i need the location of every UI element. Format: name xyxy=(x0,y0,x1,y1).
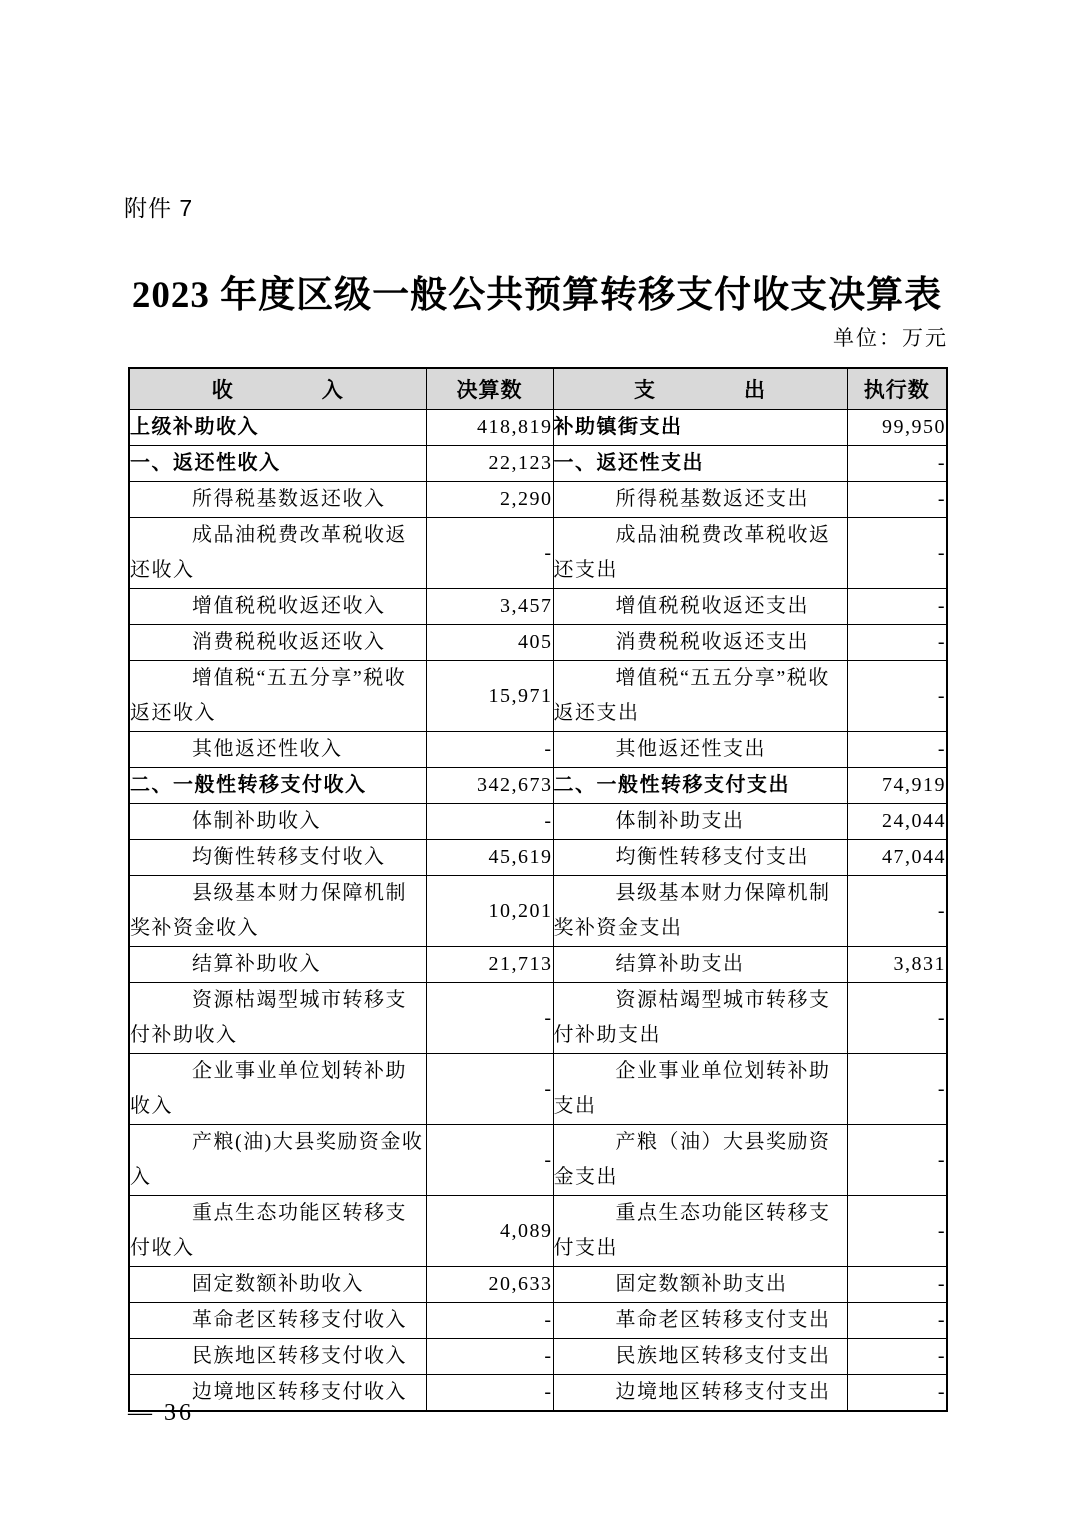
income-final-amount: 4,089 xyxy=(426,1196,553,1267)
column-header-final-amount: 决算数 xyxy=(426,368,553,410)
table-row xyxy=(129,732,947,768)
table-row xyxy=(129,446,947,482)
income-final-amount: 2,290 xyxy=(426,482,553,518)
expense-item-label: 企业事业单位划转补助支出 xyxy=(553,1054,847,1125)
attachment-label: 附件 7 xyxy=(124,195,194,221)
income-final-amount: - xyxy=(426,732,553,768)
income-final-amount: - xyxy=(426,1054,553,1125)
expense-item-label: 所得税基数返还支出 xyxy=(553,482,847,518)
table-row xyxy=(129,625,947,661)
income-item-label: 增值税税收返还收入 xyxy=(129,589,426,625)
expense-item-label: 民族地区转移支付支出 xyxy=(553,1339,847,1375)
expense-executed-amount: 24,044 xyxy=(847,804,947,840)
income-final-amount: - xyxy=(426,1375,553,1412)
income-item-label: 上级补助收入 xyxy=(129,410,426,446)
column-header-executed-amount: 执行数 xyxy=(847,368,947,410)
table-row xyxy=(129,840,947,876)
column-header-income: 收 入 xyxy=(129,368,426,410)
expense-item-label: 成品油税费改革税收返还支出 xyxy=(553,518,847,589)
expense-executed-amount: - xyxy=(847,1054,947,1125)
expense-item-label: 产粮（油）大县奖励资金支出 xyxy=(553,1125,847,1196)
expense-executed-amount: - xyxy=(847,625,947,661)
income-item-label: 民族地区转移支付收入 xyxy=(129,1339,426,1375)
income-final-amount: - xyxy=(426,983,553,1054)
expense-item-label: 县级基本财力保障机制奖补资金支出 xyxy=(553,876,847,947)
column-header-expense: 支 出 xyxy=(553,368,847,410)
income-final-amount: 418,819 xyxy=(426,410,553,446)
income-item-label: 成品油税费改革税收返还收入 xyxy=(129,518,426,589)
table-row xyxy=(129,589,947,625)
table-row xyxy=(129,661,947,732)
income-item-label: 体制补助收入 xyxy=(129,804,426,840)
table-row xyxy=(129,518,947,589)
income-item-label: 资源枯竭型城市转移支付补助收入 xyxy=(129,983,426,1054)
table-row xyxy=(129,1303,947,1339)
expense-executed-amount: - xyxy=(847,983,947,1054)
table-header-row xyxy=(129,368,947,410)
expense-item-label: 均衡性转移支付支出 xyxy=(553,840,847,876)
income-item-label: 产粮(油)大县奖励资金收入 xyxy=(129,1125,426,1196)
income-final-amount: - xyxy=(426,1125,553,1196)
table-row xyxy=(129,1267,947,1303)
expense-executed-amount: - xyxy=(847,1196,947,1267)
income-item-label: 其他返还性收入 xyxy=(129,732,426,768)
table-row xyxy=(129,876,947,947)
expense-executed-amount: 47,044 xyxy=(847,840,947,876)
expense-executed-amount: 74,919 xyxy=(847,768,947,804)
expense-item-label: 革命老区转移支付支出 xyxy=(553,1303,847,1339)
income-item-label: 边境地区转移支付收入 xyxy=(129,1375,426,1412)
expense-executed-amount: - xyxy=(847,482,947,518)
table-row xyxy=(129,1196,947,1267)
table-row xyxy=(129,1339,947,1375)
expense-item-label: 重点生态功能区转移支付支出 xyxy=(553,1196,847,1267)
expense-item-label: 其他返还性支出 xyxy=(553,732,847,768)
expense-executed-amount: - xyxy=(847,876,947,947)
table-row xyxy=(129,1375,947,1412)
income-item-label: 消费税税收返还收入 xyxy=(129,625,426,661)
expense-executed-amount: 3,831 xyxy=(847,947,947,983)
expense-item-label: 增值税“五五分享”税收返还支出 xyxy=(553,661,847,732)
income-final-amount: - xyxy=(426,804,553,840)
expense-item-label: 资源枯竭型城市转移支付补助支出 xyxy=(553,983,847,1054)
expense-item-label: 固定数额补助支出 xyxy=(553,1267,847,1303)
unit-label: 单位：万元 xyxy=(833,326,948,350)
expense-item-label: 补助镇街支出 xyxy=(553,410,847,446)
income-final-amount: 405 xyxy=(426,625,553,661)
table-body xyxy=(129,410,947,1412)
table-row xyxy=(129,410,947,446)
income-item-label: 二、一般性转移支付收入 xyxy=(129,768,426,804)
table-row xyxy=(129,983,947,1054)
expense-executed-amount: - xyxy=(847,446,947,482)
income-item-label: 一、返还性收入 xyxy=(129,446,426,482)
table-row xyxy=(129,947,947,983)
expense-executed-amount: - xyxy=(847,1339,947,1375)
budget-table xyxy=(128,367,948,1412)
income-item-label: 均衡性转移支付收入 xyxy=(129,840,426,876)
expense-executed-amount: 99,950 xyxy=(847,410,947,446)
income-final-amount: 22,123 xyxy=(426,446,553,482)
income-final-amount: - xyxy=(426,1303,553,1339)
income-final-amount: - xyxy=(426,1339,553,1375)
income-final-amount: 21,713 xyxy=(426,947,553,983)
income-item-label: 所得税基数返还收入 xyxy=(129,482,426,518)
expense-executed-amount: - xyxy=(847,1375,947,1412)
table-row xyxy=(129,768,947,804)
expense-item-label: 二、一般性转移支付支出 xyxy=(553,768,847,804)
expense-item-label: 增值税税收返还支出 xyxy=(553,589,847,625)
income-item-label: 革命老区转移支付收入 xyxy=(129,1303,426,1339)
expense-executed-amount: - xyxy=(847,589,947,625)
income-final-amount: 342,673 xyxy=(426,768,553,804)
income-item-label: 重点生态功能区转移支付收入 xyxy=(129,1196,426,1267)
expense-item-label: 边境地区转移支付支出 xyxy=(553,1375,847,1412)
page-number: — 36 xyxy=(128,1400,194,1426)
income-item-label: 企业事业单位划转补助收入 xyxy=(129,1054,426,1125)
expense-executed-amount: - xyxy=(847,1303,947,1339)
income-final-amount: 3,457 xyxy=(426,589,553,625)
budget-table-container xyxy=(128,367,946,1412)
income-item-label: 增值税“五五分享”税收返还收入 xyxy=(129,661,426,732)
expense-item-label: 一、返还性支出 xyxy=(553,446,847,482)
income-final-amount: 10,201 xyxy=(426,876,553,947)
table-row xyxy=(129,1125,947,1196)
expense-executed-amount: - xyxy=(847,518,947,589)
income-final-amount: 45,619 xyxy=(426,840,553,876)
income-item-label: 固定数额补助收入 xyxy=(129,1267,426,1303)
expense-executed-amount: - xyxy=(847,1125,947,1196)
page-title: 2023 年度区级一般公共预算转移支付收支决算表 xyxy=(131,275,943,316)
income-item-label: 县级基本财力保障机制奖补资金收入 xyxy=(129,876,426,947)
income-final-amount: 15,971 xyxy=(426,661,553,732)
expense-item-label: 体制补助支出 xyxy=(553,804,847,840)
expense-item-label: 消费税税收返还支出 xyxy=(553,625,847,661)
expense-executed-amount: - xyxy=(847,661,947,732)
table-row xyxy=(129,804,947,840)
table-row xyxy=(129,482,947,518)
income-final-amount: - xyxy=(426,518,553,589)
table-row xyxy=(129,1054,947,1125)
income-item-label: 结算补助收入 xyxy=(129,947,426,983)
expense-executed-amount: - xyxy=(847,732,947,768)
expense-item-label: 结算补助支出 xyxy=(553,947,847,983)
income-final-amount: 20,633 xyxy=(426,1267,553,1303)
expense-executed-amount: - xyxy=(847,1267,947,1303)
